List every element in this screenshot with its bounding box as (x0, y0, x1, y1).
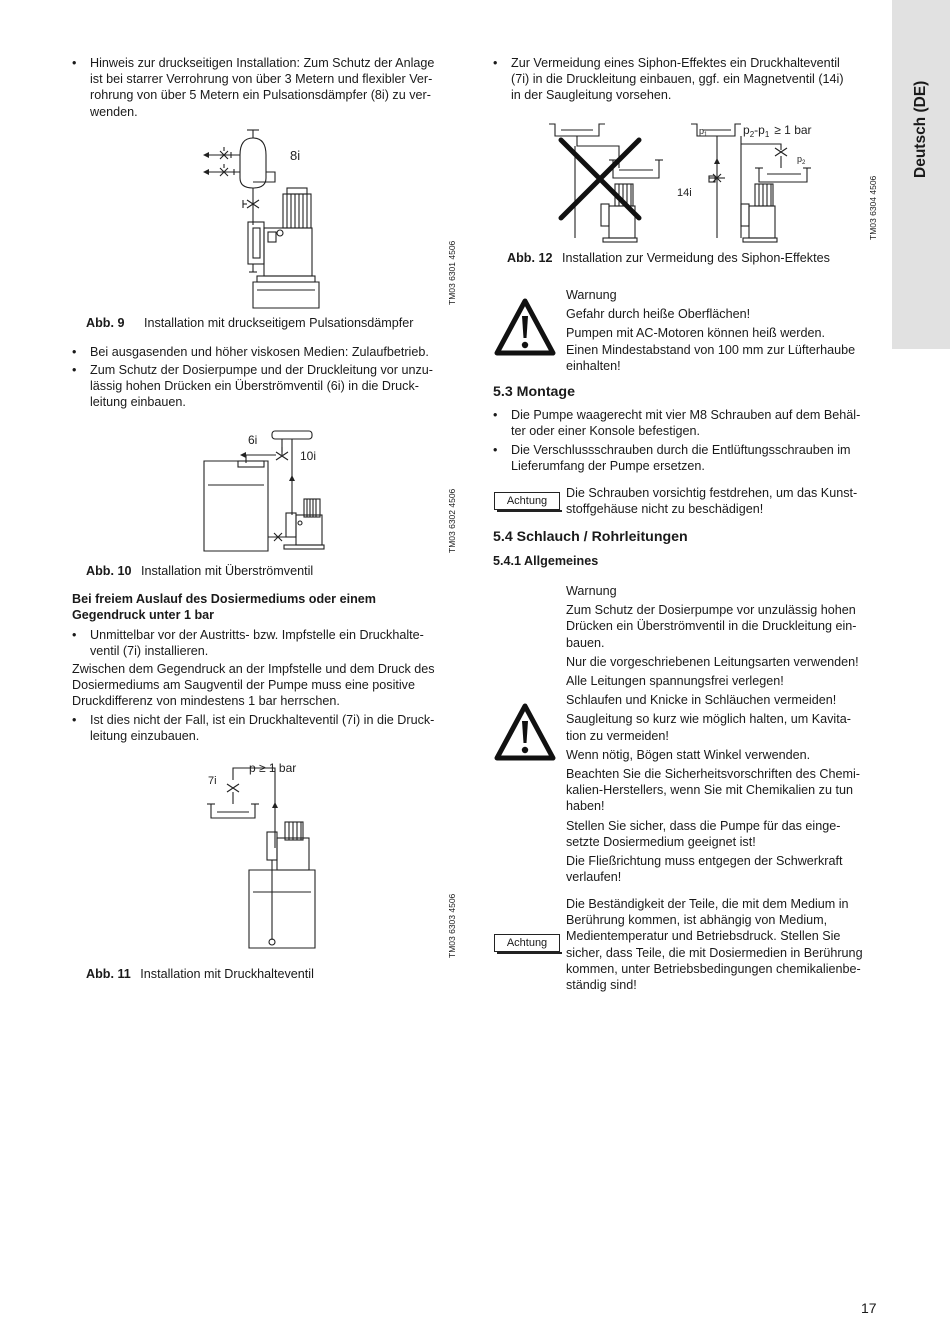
warning2-item: Alle Leitungen spannungsfrei verlegen! (566, 674, 784, 689)
fig9-label-8i: 8i (290, 148, 301, 163)
subsection-heading-general: 5.4.1 Allgemeines (493, 554, 599, 568)
figure-12-siphon-effect-diagram (545, 118, 845, 248)
fig12-caption-number: Abb. 12 (507, 251, 553, 265)
section-heading-hoses: 5.4 Schlauch / Rohrleitungen (493, 529, 688, 545)
fig12-caption (507, 250, 830, 266)
fig12-caption-text: Installation zur Vermeidung des Siphon-Effektes (562, 251, 830, 265)
warning2-item: Saugleitung so kurz wie möglich halten, um Kavita- tion zu vermeiden! (566, 712, 851, 743)
achtung-badge: Achtung (494, 492, 560, 510)
warning2-item: Warnung Zum Schutz der Dosierpumpe vor unzulässig hohen Drücken ein Überströmventil in die Druckleitung ein- bauen. (566, 584, 857, 650)
warning-triangle-icon (494, 298, 556, 356)
fig12-label-14i: 14i (677, 187, 692, 199)
warning-hose-rules (566, 583, 886, 885)
fig10-label-10i: 10i (300, 449, 317, 463)
para-pressure-difference: Zwischen dem Gegendruck an der Impfstelle und dem Druck des Dosiermediums am Saugventil der Pumpe muss eine positive Druckdifferenz von mindestens 1 bar herrschen. (72, 662, 435, 709)
warning-hot-surfaces: Warnung Gefahr durch heiße Oberflächen! Pumpen mit AC-Motoren können heiß werden. Einen Mindestabstand von 100 mm zur Lüfterhaube einhalten! (566, 288, 856, 373)
warning2-item: Beachten Sie die Sicherheitsvorschriften des Chemi- kalien-Herstellers, wenn Sie mit Chemikalien zu tun haben! (566, 767, 860, 814)
heading-free-outlet: Bei freiem Auslauf des Dosiermediums oder einem Gegendruck unter 1 bar (72, 592, 376, 623)
fig11-code: TM03 6303 4506 (447, 893, 457, 958)
fig12-label-p1: $p_1$ (699, 126, 708, 138)
bullet-text: Hinweis zur druckseitigen Installation: Zum Schutz der Anlage ist bei starrer Verrohrung von über 3 Metern und flexibler Ver- rohrung von über 5 Metern ein Pulsationsdämpfer (8i) zu ver- wenden. (90, 56, 435, 119)
fig9-caption-number: Abb. 9 (86, 316, 125, 330)
fig11-caption-number: Abb. 11 (86, 967, 131, 981)
fig12-label-p2: $p_2$ (797, 154, 806, 166)
achtung-badge: Achtung (494, 934, 560, 952)
achtung-chemical-resistance: Die Beständigkeit der Teile, die mit dem Medium in Berührung kommen, ist abhängig von Medium, Medientemperatur und Betriebsdruck. Stellen Sie sicher, dass Teile, die mit Dosiermedien in Berührung kommen, unter Betriebsbedingungen chemikalienbe- ständig sind! (566, 897, 863, 993)
fig10-caption-number: Abb. 10 (86, 564, 132, 578)
fig11-label-7i: 7i (208, 775, 217, 787)
achtung-tighten-screws: Die Schrauben vorsichtig festdrehen, um das Kunst- stoffgehäuse nicht zu beschädigen! (566, 486, 858, 517)
warning2-item: Nur die vorgeschriebenen Leitungsarten verwenden! (566, 654, 859, 669)
warning2-item: Die Fließrichtung muss entgegen der Schwerkraft verlaufen! (566, 854, 843, 885)
warning2-item: Schlaufen und Knicke in Schläuchen vermeiden! (566, 693, 837, 708)
warning2-item: Stellen Sie sicher, dass die Pumpe für das einge- setzte Dosiermedium geeignet ist! (566, 818, 841, 849)
fig10-label-6i: 6i (248, 433, 258, 447)
figure-9-pulsation-damper-diagram (195, 130, 345, 310)
language-tab-label: Deutsch (DE) (912, 80, 929, 178)
fig10-code: TM03 6302 4506 (447, 488, 457, 553)
warning2-item: Wenn nötig, Bögen statt Winkel verwenden. (566, 747, 811, 762)
fig10-caption (86, 563, 313, 579)
fig9-caption (86, 315, 413, 331)
figure-11-pressure-valve-diagram (205, 758, 325, 953)
fig9-code: TM03 6301 4506 (447, 240, 457, 305)
figure-10-overflow-valve-diagram (200, 425, 330, 555)
warning-triangle-icon (494, 703, 556, 761)
fig9-caption-text: Installation mit druckseitigem Pulsationsdämpfer (143, 316, 414, 330)
fig11-label-pressure: p ≥ 1 bar (249, 761, 297, 775)
fig12-code: TM03 6304 4506 (868, 175, 878, 240)
fig10-caption-text: Installation mit Überströmventil (141, 564, 314, 578)
fig11-caption (86, 966, 314, 982)
fig12-label-pressure-difference: $p_2-p_1 \ge 1$ bar (743, 123, 812, 139)
section-heading-montage: 5.3 Montage (493, 384, 575, 400)
fig11-caption-text: Installation mit Druckhalteventil (140, 967, 314, 981)
page-number: 17 (861, 1300, 877, 1316)
